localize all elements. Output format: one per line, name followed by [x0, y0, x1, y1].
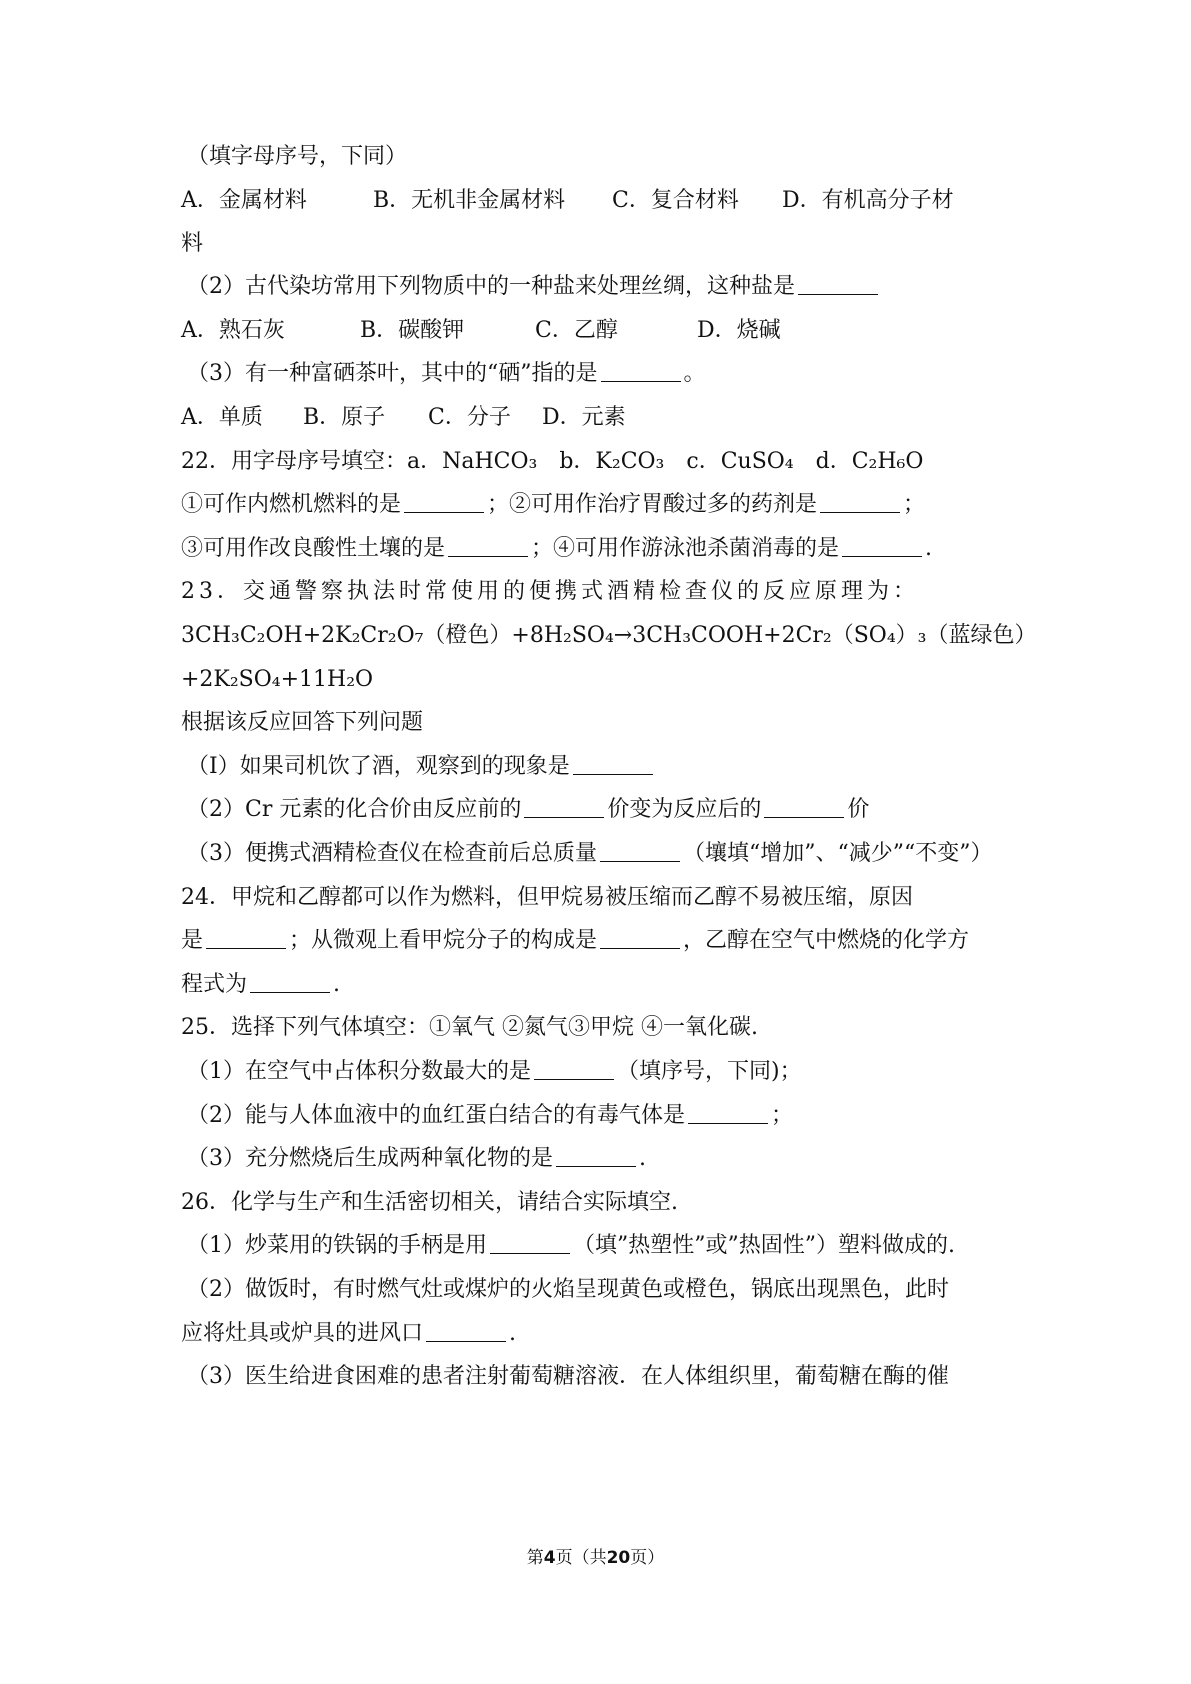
q21-part3: （3）有一种富硒茶叶，其中的“硒”指的是 。 — [187, 361, 706, 386]
q22-line-1: ①可作内燃机燃料的是 ；②可用作治疗胃酸过多的药剂是 ； — [181, 492, 926, 517]
q21-options-3 — [181, 403, 626, 433]
page-total: 20 — [606, 1548, 631, 1568]
q23-part2: （2）Cr 元素的化合价由反应前的 价变为反应后的 价 — [187, 797, 870, 822]
option-b: B．原子 — [303, 405, 386, 430]
option-d: D．烧碱 — [697, 318, 781, 343]
option-d: D．元素 — [542, 405, 626, 430]
q23-intro: 根据该反应回答下列问题 — [181, 710, 424, 735]
q26-part1: （1）炒菜用的铁锅的手柄是用 （填”热塑性”或”热固性”）塑料做成的. — [187, 1233, 955, 1258]
option-a: A．金属材料 — [181, 188, 307, 213]
answer-blank[interactable] — [448, 536, 528, 557]
q24-line-2: 是 ；从微观上看甲烷分子的构成是 ，乙醇在空气中燃烧的化学方 — [181, 928, 970, 953]
q26-stem: 26．化学与生产和生活密切相关，请结合实际填空. — [181, 1190, 678, 1215]
q23-equation-1: 3CH₃C₂OH+2K₂Cr₂O₇（橙色）+8H₂SO₄→3CH₃COOH+2Cr₂（SO₄）₃（蓝绿色） — [181, 623, 1037, 648]
option-b: B．无机非金属材料 — [373, 188, 566, 213]
q21-options-1 — [181, 186, 954, 216]
q21-note: （填字母序号，下同） — [187, 144, 408, 169]
answer-blank[interactable] — [601, 361, 681, 382]
option-a: A．熟石灰 — [181, 318, 285, 343]
answer-blank[interactable] — [600, 928, 680, 949]
q21-options-1-wrap: 料 — [181, 231, 204, 256]
q23-part1: （Ⅰ）如果司机饮了酒，观察到的现象是 — [187, 752, 656, 782]
answer-blank[interactable] — [426, 1321, 506, 1342]
q26-part2-cont: 应将灶具或炉具的进风口 . — [181, 1321, 517, 1346]
q23-part3: （3）便携式酒精检查仪在检查前后总质量 （壤填“增加”、“减少”“不变”） — [187, 841, 993, 866]
answer-blank[interactable] — [556, 1146, 636, 1167]
answer-blank[interactable] — [600, 841, 680, 862]
q22-line-2: ③可用作改良酸性土壤的是 ；④可用作游泳池杀菌消毒的是 . — [181, 536, 933, 561]
option-a: A．单质 — [181, 405, 263, 430]
q25-part2: （2）能与人体血液中的血红蛋白结合的有毒气体是 ； — [187, 1103, 794, 1128]
q26-part3: （3）医生给进食困难的患者注射葡萄糖溶液．在人体组织里，葡萄糖在酶的催 — [187, 1364, 949, 1389]
q21-part2: （2）古代染坊常用下列物质中的一种盐来处理丝绸，这种盐是 — [187, 272, 881, 302]
option-d: D．有机高分子材 — [782, 188, 954, 213]
option-c: C．乙醇 — [535, 318, 618, 343]
answer-blank[interactable] — [404, 492, 484, 513]
q24-line-1: 24．甲烷和乙醇都可以作为燃料，但甲烷易被压缩而乙醇不易被压缩，原因 — [181, 885, 913, 910]
page-number: 4 — [543, 1548, 556, 1568]
answer-blank[interactable] — [534, 1059, 614, 1080]
answer-blank[interactable] — [820, 492, 900, 513]
q23-stem: 23．交通警察执法时常使用的便携式酒精检查仪的反应原理为： — [181, 579, 919, 604]
q25-part1: （1）在空气中占体积分数最大的是 （填序号，下同)； — [187, 1059, 802, 1084]
answer-blank[interactable] — [206, 928, 286, 949]
q26-part2: （2）做饭时，有时燃气灶或煤炉的火焰呈现黄色或橙色，锅底出现黑色，此时 — [187, 1277, 949, 1302]
answer-blank[interactable] — [798, 274, 878, 295]
q23-equation-2: +2K₂SO₄+11H₂O — [181, 667, 374, 692]
option-b: B．碳酸钾 — [360, 318, 465, 343]
answer-blank[interactable] — [250, 972, 330, 993]
answer-blank[interactable] — [524, 797, 604, 818]
answer-blank[interactable] — [764, 797, 844, 818]
q25-stem: 25．选择下列气体填空：①氧气 ②氮气③甲烷 ④一氧化碳. — [181, 1015, 758, 1040]
answer-blank[interactable] — [842, 536, 922, 557]
answer-blank[interactable] — [573, 754, 653, 775]
option-c: C．分子 — [428, 405, 511, 430]
option-c: C．复合材料 — [612, 188, 739, 213]
q25-part3: （3）充分燃烧后生成两种氧化物的是 . — [187, 1146, 646, 1171]
answer-blank[interactable] — [490, 1233, 570, 1254]
q24-line-3: 程式为 . — [181, 972, 341, 997]
answer-blank[interactable] — [688, 1103, 768, 1124]
page-footer: 第4页（共20页） — [526, 1548, 665, 1568]
q22-stem: 22．用字母序号填空：a．NaHCO₃ b．K₂CO₃ c．CuSO₄ d．C₂H₆O — [181, 449, 924, 474]
q21-options-2 — [181, 316, 781, 346]
